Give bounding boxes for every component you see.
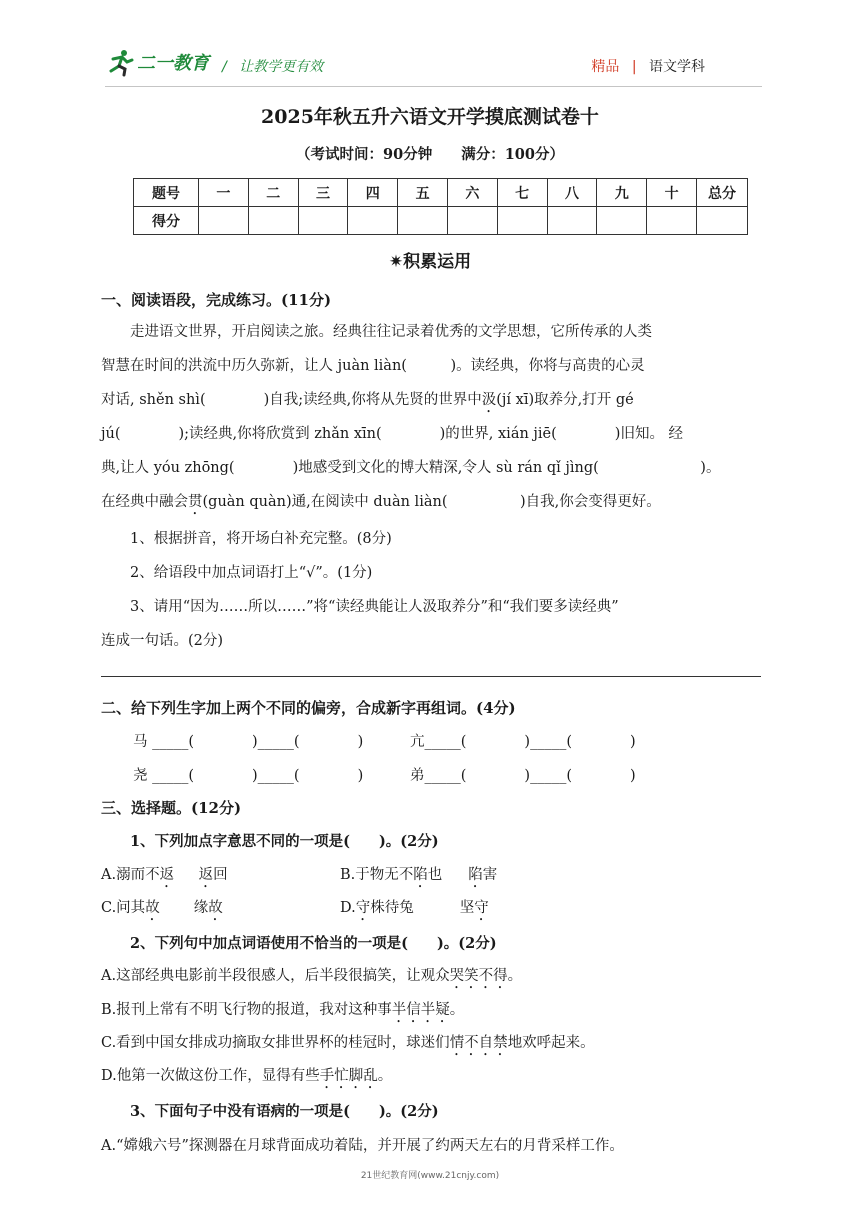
choice-1-option-c[interactable] [101,896,223,924]
dotted-phrase: 哭笑不得 [449,968,508,984]
dotted-phrase: 情不自禁 [449,1035,508,1051]
score-input-cell[interactable] [298,207,348,235]
running-man-icon [105,47,135,77]
slogan-text: 让教学更有效 [239,59,324,75]
passage-text: (jí xī)取养分,打开 gé [496,392,634,408]
option-text: 缘 [193,900,209,916]
table-cell: 六 [447,179,497,207]
option-text: 回 [213,867,228,883]
dotted-char: 守 [474,900,489,916]
score-input-cell[interactable] [348,207,398,235]
option-gap [174,867,189,883]
dotted-char: 陷 [413,867,428,883]
option-text: 坚 [459,900,475,916]
question-1-sub-2: 2、给语段中加点词语打上“√”。(1分) [130,565,373,581]
score-input-cell[interactable] [497,207,547,235]
page-title: 2025年秋五升六语文开学摸底测试卷十 [261,106,599,128]
option-text: 。 [507,968,523,984]
passage-text: 在经典中融会 [101,494,188,510]
score-input-cell[interactable] [547,207,597,235]
choice-3-option-a[interactable]: A.“嫦娥六号”探测器在月球背面成功着陆，并开展了约两天左右的月背采样工作。 [101,1138,624,1154]
dotted-char: 故 [208,900,223,916]
slogan-separator: / [222,59,227,75]
radical-item-ma[interactable]: 马 _____( )_____( ) [133,734,364,750]
dotted-char: 贯 [188,494,203,510]
score-input-cell[interactable] [447,207,497,235]
question-1-sub-3: 3、请用“因为……所以……”将“读经典能让人汲取养分”和“我们要多读经典” [130,599,619,615]
dotted-char: 返 [198,867,214,883]
exam-info: （考试时间：90分钟 满分：100分） [296,146,564,163]
table-cell: 总分 [697,179,748,207]
choice-2-option-a[interactable] [101,964,522,992]
table-cell: 得分 [134,207,199,235]
passage-line: 典,让人 yóu zhōng( )地感受到文化的博大精深,令人 sù rán qǐ jìng( )。 [101,460,721,476]
question-1-sub-1: 1、根据拼音，将开场白补充完整。(8分) [130,531,392,547]
passage-text: 对话, shěn shì( )自我;读经典,你将从先贤的世界中 [101,392,482,408]
dotted-phrase: 半信半疑 [391,1002,450,1018]
table-cell: 二 [248,179,298,207]
radical-item-di[interactable]: 弟_____( )_____( ) [410,768,636,784]
passage-line: 智慧在时间的洪流中历久弥新，让人 juàn liàn( )。读经典，你将与高贵的心灵 [101,358,645,374]
radical-item-yao[interactable]: 尧 _____( )_____( ) [133,768,364,784]
option-text: B.报刊上常有不明飞行物的报道，我对这种事 [101,1002,392,1018]
dotted-char: 守 [355,900,371,916]
choice-1-option-d[interactable] [340,896,489,924]
dotted-phrase: 手忙脚乱 [319,1068,378,1084]
choice-1-option-a[interactable] [101,863,228,891]
brand-logo [105,44,220,80]
question-1-title: 一、阅读语段，完成练习。(11分) [101,291,332,309]
table-cell: 三 [298,179,348,207]
option-text: D.他第一次做这份工作，显得有些 [101,1068,320,1084]
question-2-title: 二、给下列生字加上两个不同的偏旁，合成新字再组词。(4分) [101,699,516,717]
subject-label: 语文学科 [649,59,705,75]
dotted-char: 故 [145,900,160,916]
slogan [222,56,323,76]
table-cell: 四 [348,179,398,207]
passage-text: (guàn quàn)通,在阅读中 duàn liàn( )自我,你会变得更好。 [202,494,661,510]
score-table-score-row [134,207,748,235]
table-cell: 五 [398,179,448,207]
score-input-cell[interactable] [597,207,647,235]
passage-line: jú( );读经典,你将欣赏到 zhǎn xīn( )的世界, xián jiē( )旧知。 经 [101,426,684,442]
option-text: 株待兔 [370,900,414,916]
option-text: C.看到中国女排成功摘取女排世界杯的桂冠时，球迷们 [101,1035,450,1051]
passage-line: 走进语文世界，开启阅读之旅。经典往往记录着优秀的文学思想，它所传承的人类 [130,324,652,340]
quality-tag: 精品 [591,59,620,75]
table-cell: 题号 [134,179,199,207]
option-text: 。 [377,1068,393,1084]
score-table [133,178,748,235]
subject-tag [591,56,705,76]
score-input-cell[interactable] [398,207,448,235]
page-footer: 21世纪教育网(www.21cnjy.com) [360,1171,500,1181]
option-text: 。 [449,1002,465,1018]
score-input-cell[interactable] [647,207,697,235]
passage-line [101,383,765,417]
section-heading: ✷积累运用 [388,252,472,272]
choice-1-option-b[interactable] [340,863,497,891]
option-text: 地欢呼起来。 [507,1035,595,1051]
option-text: 也 [427,867,443,883]
option-text: 害 [482,867,498,883]
dotted-char: 陷 [468,867,483,883]
dotted-char: 返 [159,867,175,883]
radical-item-kang[interactable]: 亢_____( )_____( ) [410,734,636,750]
choice-2-title: 2、下列句中加点词语使用不恰当的一项是( )。(2分) [130,935,497,952]
choice-2-option-d[interactable] [101,1064,392,1092]
table-cell: 十 [647,179,697,207]
passage-line [101,485,765,519]
score-table-header-row [134,179,748,207]
question-1-sub-3-cont: 连成一句话。(2分) [101,633,224,649]
dotted-char: 汲 [481,392,497,408]
answer-line[interactable] [101,676,761,677]
option-text: D. [340,900,356,916]
question-1-passage [101,315,765,519]
question-3-title: 三、选择题。(12分) [101,799,242,817]
score-input-cell[interactable] [199,207,249,235]
table-cell: 七 [497,179,547,207]
table-cell: 一 [199,179,249,207]
option-text: C.问其 [101,900,146,916]
choice-2-option-b[interactable] [101,998,464,1026]
score-input-cell[interactable] [697,207,748,235]
option-text: A.这部经典电影前半段很感人，后半段很搞笑，让观众 [101,968,450,984]
score-input-cell[interactable] [248,207,298,235]
option-text: B.于物无不 [340,867,414,883]
tag-divider: | [631,59,637,75]
logo-text: 二一教育 [137,53,209,74]
option-text: A.溺而不 [101,867,160,883]
table-cell: 九 [597,179,647,207]
table-cell: 八 [547,179,597,207]
choice-2-option-c[interactable] [101,1031,595,1059]
choice-1-title: 1、下列加点字意思不同的一项是( )。(2分) [130,833,439,850]
choice-3-title: 3、下面句子中没有语病的一项是( )。(2分) [130,1103,439,1120]
header-divider [105,86,762,87]
